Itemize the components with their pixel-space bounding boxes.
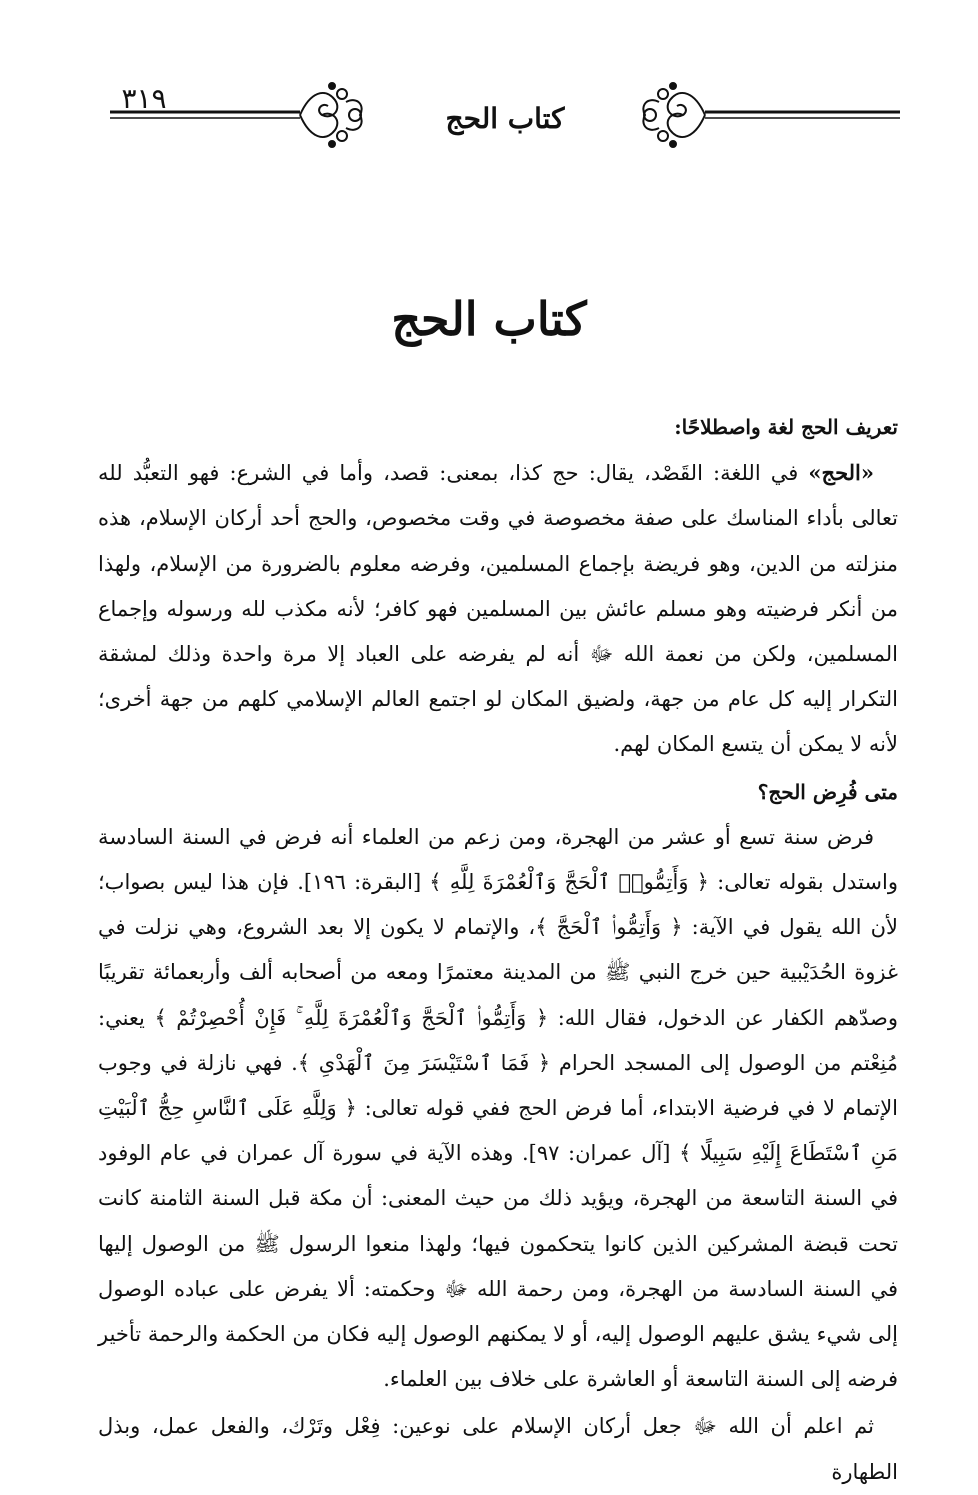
definition-paragraph [98,450,898,767]
section-heading-when: متى فُرِض الحج؟ [757,779,898,804]
running-title: كتاب الحج [445,102,565,135]
running-header [110,72,900,152]
page-number: ٣١٩ [121,82,167,115]
body-text [98,405,898,1495]
when-paragraph: فرض سنة تسع أو عشر من الهجرة، ومن زعم من العلماء أنه فرض في السنة السادسة واستدل بقوله تعالى: ﴿ وَأَتِمُّوا۟ ٱلْحَجَّ وَٱلْعُمْرَةَ لِلَّهِ ﴾ [البقرة: ١٩٦]. فإن هذا ليس بصواب؛ لأن الله يقول في الآية: ﴿ وَأَتِمُّوا۟ ٱلْحَجَّ ﴾، والإتمام لا يكون إلا بعد الشروع، وهي نزلت في غزوة الحُدَيْبية حين خرج النبي ﷺ من المدينة معتمرًا ومعه من أصحابه ألف وأربعمائة تقريبًا وصدّهم الكفار عن الدخول، فقال الله: ﴿ وَأَتِمُّوا۟ ٱلْحَجَّ وَٱلْعُمْرَةَ لِلَّهِ ۚ فَإِنْ أُحْصِرْتُمْ ﴾ يعني: مُنِعْتم من الوصول إلى المسجد الحرام ﴿ فَمَا ٱسْتَيْسَرَ مِنَ ٱلْهَدْىِ ﴾. فهي نازلة في وجوب الإتمام لا في فرضية الابتداء، أما فرض الحج ففي قوله تعالى: ﴿ وَلِلَّهِ عَلَى ٱلنَّاسِ حِجُّ ٱلْبَيْتِ مَنِ ٱسْتَطَاعَ إِلَيْهِ سَبِيلًا ﴾ [آل عمران: ٩٧]. وهذه الآية في سورة آل عمران في عام الوفود في السنة التاسعة من الهجرة، ويؤيد ذلك من حيث المعنى: أن مكة قبل السنة الثامنة كانت تحت قبضة المشركين الذين كانوا يتحكمون فيها؛ ولهذا منعوا الرسول ﷺ من الوصول إليها في السنة السادسة من الهجرة، ومن رحمة الله ﷻ وحكمته: ألا يفرض على عباده الوصول إلى شيء يشق عليهم الوصول إليه، أو لا يمكنهم الوصول إليه فكان من الحكمة والرحمة تأخير فرضه إلى السنة التاسعة أو العاشرة على خلاف بين العلماء. [98,824,898,1392]
pillars-paragraph: ثم اعلم أن الله ﷻ جعل أركان الإسلام على نوعين: فِعْل وتَرْك، والفعل عمل، وبذل الطهارة [98,1414,898,1484]
chapter-title: كتاب الحج [391,292,587,346]
left-ornament-icon [300,83,362,147]
section-heading-definition: تعريف الحج لغة واصطلاحًا: [674,415,898,439]
right-ornament-icon [643,83,705,147]
term-hajj: «الحج» [808,460,874,486]
definition-text: في اللغة: القَصْد، يقال: حج كذا، بمعنى: قصد، وأما في الشرع: فهو التعبُّد لله تعالى بأداء المناسك على صفة مخصوصة في وقت مخصوص، والحج أحد أركان الإسلام، هذه منزلته من الدين، وهو فريضة بإجماع المسلمين، وفرضه معلوم بالضرورة من الإسلام، ولهذا من أنكر فرضيته وهو مسلم عائش بين المسلمين فهو كافر؛ لأنه مكذب لله ورسوله وإجماع المسلمين، ولكن من نعمة الله ﷻ أنه لم يفرضه على العباد إلا مرة واحدة وذلك لمشقة التكرار إليه كل عام من جهة، ولضيق المكان لو اجتمع العالم الإسلامي كلهم من جهة أخرى؛ لأنه لا يمكن أن يتسع المكان لهم. [98,461,898,757]
